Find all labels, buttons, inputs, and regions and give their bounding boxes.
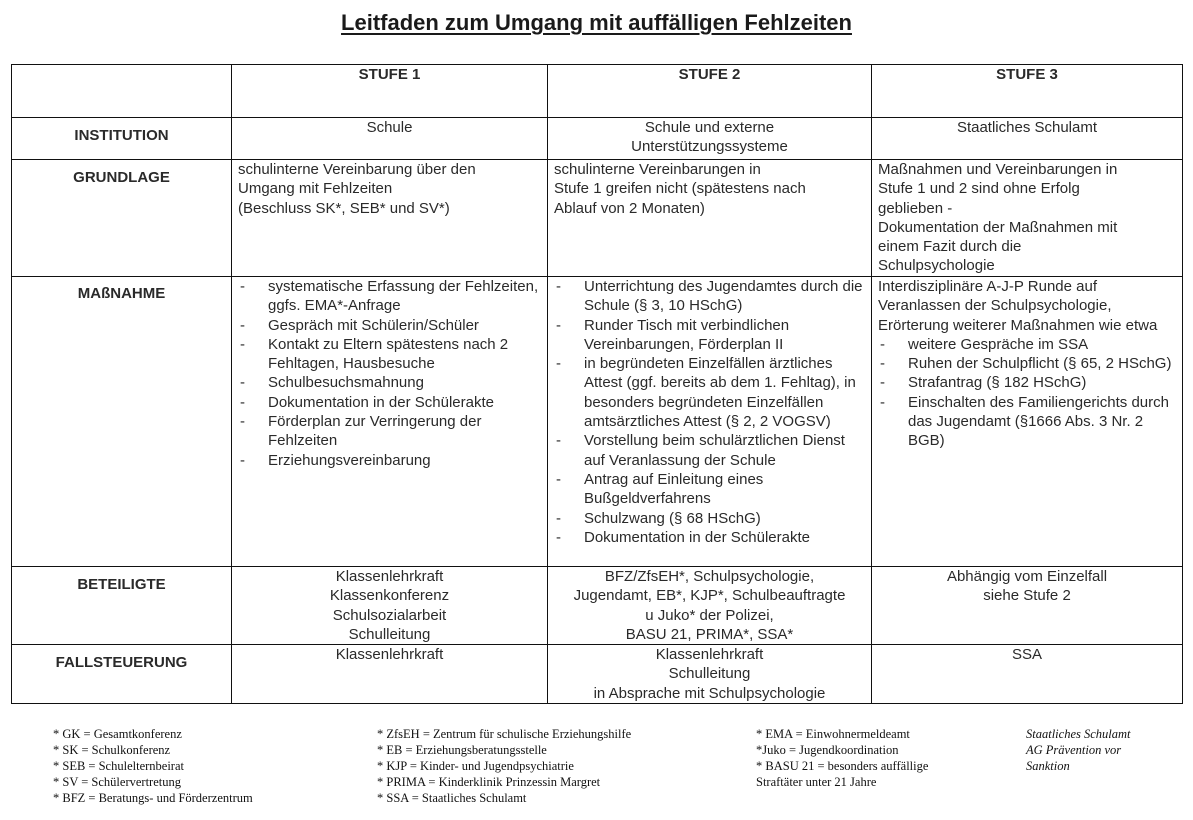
list-item: - Förderplan zur Verringerung der Fehlzeiten xyxy=(238,412,541,451)
text-line: Klassenlehrkraft xyxy=(655,646,764,664)
cell-massnahme-stufe-3 xyxy=(872,277,1183,567)
list-item: - Schulzwang (§ 68 HSchG) xyxy=(554,509,865,528)
text-line: Dokumentation der Maßnahmen mit xyxy=(878,218,1118,236)
text-line: Ablauf von 2 Monaten) xyxy=(554,199,705,217)
text-line: Schulsozialarbeit xyxy=(332,606,447,624)
cell-beteiligte-stufe-3 xyxy=(872,567,1183,645)
measure-list-stufe-1 xyxy=(238,277,541,470)
text-line: Maßnahmen und Vereinbarungen in xyxy=(878,161,1118,178)
row-label-institution: INSTITUTION xyxy=(12,118,232,160)
cell-massnahme-stufe-2 xyxy=(548,277,872,567)
measure-list-stufe-3 xyxy=(878,335,1176,451)
list-item: - Einschalten des Familiengerichts durch das Jugendamt (§1666 Abs. 3 Nr. 2 BGB) xyxy=(878,393,1176,451)
table-row-massnahme xyxy=(12,277,1183,567)
author-note xyxy=(1026,726,1131,774)
text-line: Schule und externe xyxy=(644,119,775,136)
row-label-beteiligte: BETEILIGTE xyxy=(12,567,232,645)
cell-grundlage-stufe-3 xyxy=(872,160,1183,277)
text-line: * SV = Schülervertretung xyxy=(53,775,181,789)
text-line: Staatliches Schulamt xyxy=(956,119,1098,136)
column-header-stufe-3: STUFE 3 xyxy=(872,65,1183,118)
text-line: BFZ/ZfsEH*, Schulpsychologie, xyxy=(604,568,815,585)
text-line: * ZfsEH = Zentrum für schulische Erziehungshilfe xyxy=(377,727,632,741)
text-line: *Juko = Jugendkoordination xyxy=(756,743,899,757)
document-title xyxy=(0,10,1193,36)
cell-beteiligte-stufe-1 xyxy=(232,567,548,645)
text-line: BASU 21, PRIMA*, SSA* xyxy=(625,625,794,643)
list-item: - Dokumentation in der Schülerakte xyxy=(238,393,541,412)
list-item: - Unterrichtung des Jugendamtes durch die Schule (§ 3, 10 HSchG) xyxy=(554,277,865,316)
text-line: Abhängig vom Einzelfall xyxy=(946,568,1108,585)
document-title-text: Leitfaden zum Umgang mit auffälligen Fehlzeiten xyxy=(341,10,852,35)
measure-intro-stufe-3: Interdisziplinäre A-J-P Runde auf Veranlassen der Schulpsychologie, Erörterung weiterer Maßnahmen wie etwa xyxy=(878,278,1158,334)
table-row-grundlage xyxy=(12,160,1183,277)
cell-fallsteuerung-stufe-2 xyxy=(548,645,872,704)
list-item: - Dokumentation in der Schülerakte xyxy=(554,528,865,547)
text-line: schulinterne Vereinbarung über den xyxy=(238,161,476,178)
text-line: * GK = Gesamtkonferenz xyxy=(53,727,182,741)
text-line: AG Prävention vor xyxy=(1026,743,1122,757)
cell-fallsteuerung-stufe-3 xyxy=(872,645,1183,704)
footnotes-column-2 xyxy=(377,726,631,806)
text-line: einem Fazit durch die xyxy=(878,238,1022,256)
text-line: Sanktion xyxy=(1026,759,1070,773)
list-item: - Gespräch mit Schülerin/Schüler xyxy=(238,316,541,335)
text-line: * BASU 21 = besonders auffällige xyxy=(756,759,929,773)
text-line: Klassenlehrkraft xyxy=(335,568,444,585)
list-item: - Vorstellung beim schulärztlichen Dienst auf Veranlassung der Schule xyxy=(554,431,865,470)
row-label-grundlage: GRUNDLAGE xyxy=(12,160,232,277)
list-item: - Ruhen der Schulpflicht (§ 65, 2 HSchG) xyxy=(878,354,1176,373)
measure-list-stufe-2 xyxy=(554,277,865,547)
list-item: - in begründeten Einzelfällen ärztliches Attest (ggf. bereits ab dem 1. Fehltag), in besonders begründeten Einzelfällen amtsärztliches Attest (§ 2, 2 VOGSV) xyxy=(554,354,865,431)
list-item: - Runder Tisch mit verbindlichen Vereinbarungen, Förderplan II xyxy=(554,316,865,355)
text-line: (Beschluss SK*, SEB* und SV*) xyxy=(238,199,450,217)
text-line: u Juko* der Polizei, xyxy=(645,606,774,624)
text-line: Umgang mit Fehlzeiten xyxy=(238,180,393,198)
text-line: Stufe 1 und 2 sind ohne Erfolg xyxy=(878,180,1080,198)
text-line: * EMA = Einwohnermeldeamt xyxy=(756,727,910,741)
text-line: Staatliches Schulamt xyxy=(1026,727,1131,741)
text-line: * SEB = Schulelternbeirat xyxy=(53,759,184,773)
list-item: - weitere Gespräche im SSA xyxy=(878,335,1176,354)
text-line: Klassenlehrkraft xyxy=(335,646,444,664)
text-line: * SSA = Staatliches Schulamt xyxy=(377,791,527,805)
cell-institution-stufe-1 xyxy=(232,118,548,160)
text-line: siehe Stufe 2 xyxy=(983,587,1071,605)
cell-institution-stufe-2 xyxy=(548,118,872,160)
list-item: - Kontakt zu Eltern spätestens nach 2 Fehltagen, Hausbesuche xyxy=(238,335,541,374)
footnotes-column-1 xyxy=(53,726,253,806)
column-header-stufe-2: STUFE 2 xyxy=(548,65,872,118)
table-row-fallsteuerung xyxy=(12,645,1183,704)
text-line: Stufe 1 greifen nicht (spätestens nach xyxy=(554,180,806,198)
table-row-institution xyxy=(12,118,1183,160)
cell-grundlage-stufe-1 xyxy=(232,160,548,277)
text-line: Straftäter unter 21 Jahre xyxy=(756,775,877,789)
cell-grundlage-stufe-2 xyxy=(548,160,872,277)
text-line: geblieben - xyxy=(878,199,953,217)
text-line: in Absprache mit Schulpsychologie xyxy=(593,684,826,702)
table-header-row xyxy=(12,65,1183,118)
guideline-table xyxy=(11,64,1183,704)
corner-cell xyxy=(12,65,232,118)
text-line: Schulleitung xyxy=(668,665,751,683)
text-line: * EB = Erziehungsberatungsstelle xyxy=(377,743,547,757)
cell-massnahme-stufe-1 xyxy=(232,277,548,567)
table-row-beteiligte xyxy=(12,567,1183,645)
cell-fallsteuerung-stufe-1 xyxy=(232,645,548,704)
footnotes-column-3 xyxy=(756,726,928,790)
text-line: Schule xyxy=(366,119,413,136)
cell-institution-stufe-3 xyxy=(872,118,1183,160)
list-item: - systematische Erfassung der Fehlzeiten, ggfs. EMA*-Anfrage xyxy=(238,277,541,316)
text-line: Schulpsychologie xyxy=(878,257,995,275)
row-label-massnahme: MAßNAHME xyxy=(12,277,232,567)
list-item: - Erziehungsvereinbarung xyxy=(238,451,541,470)
list-item: - Schulbesuchsmahnung xyxy=(238,373,541,392)
text-line: schulinterne Vereinbarungen in xyxy=(554,161,761,178)
cell-beteiligte-stufe-2 xyxy=(548,567,872,645)
row-label-fallsteuerung: FALLSTEUERUNG xyxy=(12,645,232,704)
text-line: Jugendamt, EB*, KJP*, Schulbeauftragte xyxy=(573,587,846,605)
text-line: Klassenkonferenz xyxy=(329,587,450,605)
text-line: SSA xyxy=(1011,646,1042,664)
column-header-stufe-1: STUFE 1 xyxy=(232,65,548,118)
list-item: - Antrag auf Einleitung eines Bußgeldverfahrens xyxy=(554,470,865,509)
text-line: Unterstützungssysteme xyxy=(631,138,788,156)
text-line: Schulleitung xyxy=(348,625,431,643)
text-line: * KJP = Kinder- und Jugendpsychiatrie xyxy=(377,759,574,773)
text-line: * PRIMA = Kinderklinik Prinzessin Margret xyxy=(377,775,601,789)
list-item: - Strafantrag (§ 182 HSchG) xyxy=(878,373,1176,392)
text-line: * SK = Schulkonferenz xyxy=(53,743,171,757)
text-line: * BFZ = Beratungs- und Förderzentrum xyxy=(53,791,253,805)
